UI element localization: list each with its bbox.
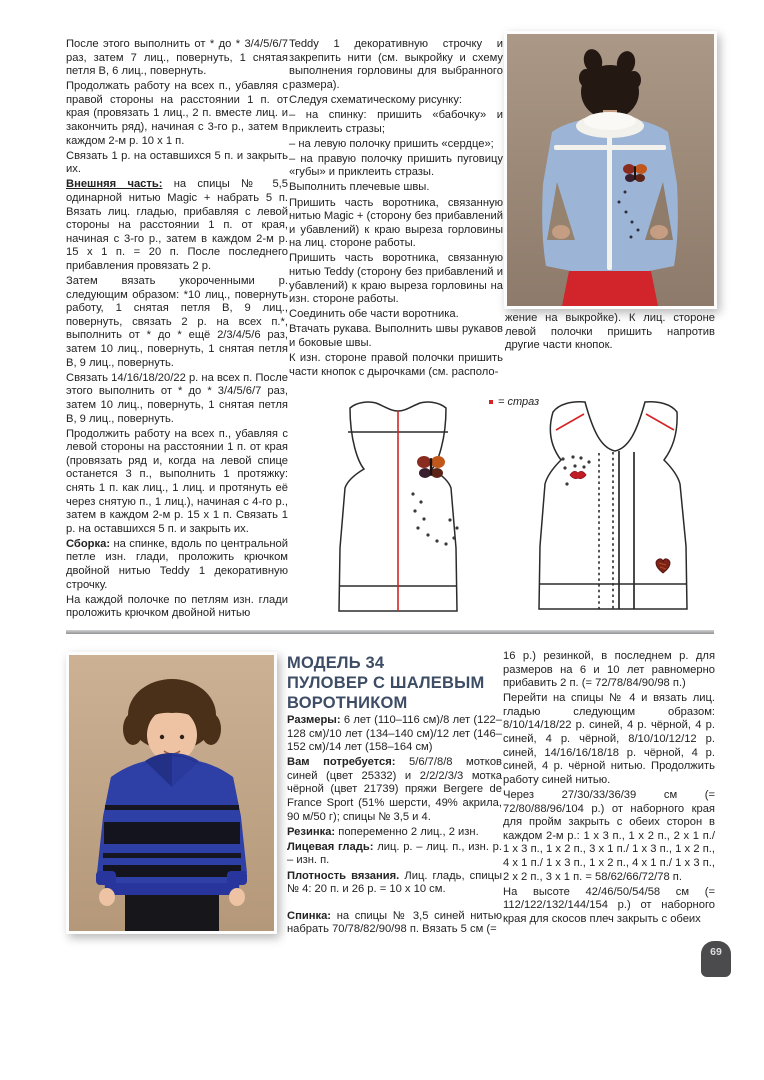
boy-pants [125,895,219,931]
list-item: – на правую полочку пришить пуговицу «губы» и приклеить стразы. [289,152,503,179]
list-item: – на левую полочку пришить «сердце»; [289,137,494,150]
paragraph-text: попеременно 2 лиц., 2 изн. [338,825,479,838]
boy-sweater [96,753,247,895]
butterfly-icon [417,456,445,478]
paragraph: Соединить обе части воротника. [289,308,459,321]
paragraph-lead: Размеры: [287,714,341,726]
paragraph: На каждой полочке по петлям изн. глади проложить крючком двойной нитью [66,593,288,620]
boy-right-hand [229,888,245,906]
girl-right-hand [650,225,668,239]
paragraph: Втачать рукава. Выполнить швы рукавов и боковые швы. [289,323,503,349]
paragraph [287,910,502,937]
paragraph [287,714,502,755]
thin-stripe [103,853,241,858]
instructions-column-2 [289,38,503,381]
paragraph: Продолжать работу на всех п., убавляя с правой стороны на расстоянии 1 п. от края (провязать 1 лиц., 2 п. вместе лиц. и закончить ряд), начиная с 3-го р., затем в каждом 2-м р. 10 х 1 п. [66,80,288,147]
paragraph-text: лиц. р. – лиц. п., изн. р. – изн. п. [287,840,502,867]
boy-photo-illustration [69,655,274,931]
paragraph [287,870,502,897]
paragraph-lead: Спинка: [287,909,332,922]
paragraph: Пришить часть воротника, связанную нитью Teddy (сторону без прибавлений и убавлений) к краю выреза горловины на изн. стороне работы. [289,252,503,306]
girl-left-hand [552,225,570,239]
paragraph: После этого выполнить от * до * 3/4/5/6/7 раз, затем 7 лиц., повернуть, 1 снятая петля В, 6 лиц., повернуть. [66,38,288,78]
paragraph-text: на спицы № 5,5 одинарной нитью Magic + набрать 5 п. Вязать лиц. гладью, прибавляя с левой стороны на расстоянии 1 п. от края, начиная с 3-го р., затем в каждом 2-м р. 15 х 1 п. = 20 п. После последнего прибавления провязать 2 р. [66,178,288,272]
paragraph-lead: Вам потребуется: [287,756,396,769]
page-number: 69 [701,941,731,977]
girl-cardigan [542,112,678,271]
paragraph-lead: Лицевая гладь: [287,840,374,853]
model-title [287,653,505,713]
butterfly-patch-icon [623,164,647,182]
paragraph: Teddy 1 декоративную строчку и закрепить нити (см. выкройку и схему выполнения горловины для выбранного размера). [289,38,503,91]
paragraph: Продолжить работу на всех п., убавляя с левой стороны на расстоянии 1 п. от края (провязать ряд и, когда на левой спице останется 3 п., выполнить 1 протяжку: снять 1 п. как лиц., 1 лиц. и протянуть её через снятую п., 1 лиц.), начиная с 4-го р., затем в каждом 2-м р. 15 х 1 п. Связать 1 р. на оставшихся 5 п. и закрыть их. [66,427,288,535]
paragraph-text: 6 лет (110–116 см)/8 лет (122–128 см)/10 лет (134–140 см)/12 лет (146–152 см)/14 лет (158–164 см) [287,714,503,754]
boy-left-hand [99,888,115,906]
wide-stripe [103,865,241,877]
wide-stripe [104,822,240,844]
paragraph: Выполнить плечевые швы. [289,181,430,194]
boy-left-eye [160,735,164,739]
ribbed-hem [105,883,239,895]
paragraph-lead: Плотность вязания. [287,869,400,882]
paragraph-lead: Внешняя часть: [66,178,163,191]
paragraph [66,178,288,273]
paragraph-text: на спинке, вдоль по центральной петле изн. глади, проложить крючком двойной нитью Teddy 1 декоративную строчку. [66,537,289,591]
thin-stripe [105,805,239,810]
paragraph [287,841,502,868]
legend-label: = страз [498,396,540,408]
paragraph: Следуя схематическому рисунку: [289,93,463,106]
strass-legend-dot [489,400,493,404]
paragraph: Пришить часть воротника, связанную нитью Magic + (сторону без прибавлений и убавлений) к краю выреза горловины на лиц. стороне работы. [289,196,503,250]
paragraph-text: 5/6/7/8/8 мотков синей (цвет 25332) и 2/2/2/3/3 мотка чёрной (цвет 21739) пряжи Bergere de France Sport (51% шерсти, 49% акрила, 90 м/50 г); спицы № 3,5 и 4. [287,756,502,823]
paragraph-text: на спицы № 3,5 синей нитью набрать 70/78/82/90/98 п. Вязать 5 см (= [287,909,503,936]
model-number: МОДЕЛЬ 34 [287,654,385,672]
instructions-column-3 [505,312,715,354]
paragraph: Связать 14/16/18/20/22 р. на всех п. После этого выполнить от * до * 3/4/5/6/7 раз, затем 10 лиц., повернуть, 1 снятая петля В, 9 лиц., повернуть. [66,371,288,425]
section-divider [66,630,714,634]
front-schematic [523,396,709,613]
paragraph: Связать 1 р. на оставшихся 5 п. и закрыть их. [66,149,288,176]
paragraph: На высоте 42/46/50/54/58 см (= 112/122/132/144/154 р.) от наборного края для скосов плеч закрыть с обеих [503,885,715,925]
photo-boy-pullover [66,652,277,934]
pattern-schematic [295,390,720,628]
paragraph [287,826,502,840]
left-cuff [96,871,116,885]
list-item: – на спинку: пришить «бабочку» и приклеить стразы; [289,108,503,135]
back-schematic [310,398,488,615]
model-name: ПУЛОВЕР С ШАЛЕВЫМ ВОРОТНИКОМ [287,674,485,712]
paragraph-lead: Сборка: [66,537,111,550]
white-collar-inner [584,112,636,130]
paragraph [287,756,502,824]
boy-right-eye [180,735,184,739]
paragraph: Перейти на спицы № 4 и вязать лиц. гладью следующим образом: 8/10/14/18/22 р. синей, 4 р. чёрной, 4 р. синей, 4 р. чёрной, 8/10/10/12/12 р. синей, 14/16/16/18/18 р. чёрной, 4 р. синей, 4 р. чёрной нитью. Продолжить работу синей нитью. [503,692,715,786]
lips-icon [570,471,586,478]
instructions-column-1 [66,38,288,622]
right-cuff [227,871,247,885]
girl-photo-illustration [507,34,714,306]
paragraph: Затем вязать укороченными р. следующим образом: *10 лиц., повернуть работу, 1 снятая петля В, 9 лиц., повернуть, связать 2 р. на всех п.*, выполнить от * до * ещё 2/3/4/5/6 раз, затем 10 лиц., повернуть, 1 снятая петля В, 9 лиц., повернуть. [66,275,288,369]
paragraph [66,538,288,592]
paragraph: К изн. стороне правой полочки пришить части кнопок с дырочками (см. располо- [289,352,503,378]
paragraph-text: Лиц. гладь, спицы № 4: 20 п. и 26 р. = 10 х 10 см. [287,869,503,896]
paragraph-lead: Резинка: [287,825,336,838]
paragraph: жение на выкройке). К лиц. стороне левой полочки пришить напротив другие части кнопок. [505,312,715,352]
paragraph: Через 27/30/33/36/39 см (= 72/80/88/96/104 р.) от наборного края для пройм закрыть с обеих сторон в каждом 2-м р.: 1 х 3 п., 1 х 2 п., 2 х 1 п./ 1 х 3 п., 1 х 2 п., 3 х 1 п./ 1 х 3 п., 1 х 2 п., 4 х 1 п./ 1 х 3 п., 1 х 2 п., 4 х 1 п./ 1 х 3 п., 2 х 2 п., 3 х 1 п. = 58/62/66/72/78 п. [503,788,715,883]
model-column-1 [287,714,502,938]
girl-red-skirt [562,271,658,306]
photo-girl-back-cardigan [504,31,717,309]
model-column-2 [503,650,715,928]
paragraph: 16 р.) резинкой, в последнем р. для размеров на 6 и 10 лет равномерно прибавить 2 п. (= 72/78/84/90/98 п.) [503,650,715,690]
white-vertical-stripe [607,130,612,270]
